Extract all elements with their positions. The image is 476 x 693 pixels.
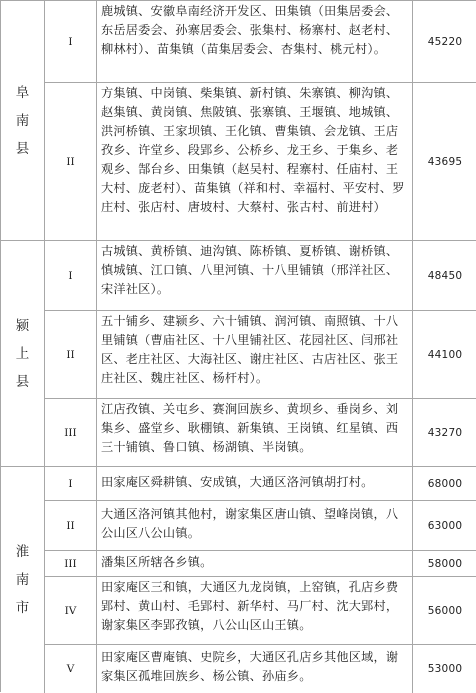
county-name-char: 上 [15,345,30,362]
area-description-cell [97,241,413,311]
area-description-cell [97,311,413,399]
area-description: 鹿城镇、安徽阜南经济开发区、田集镇（田集居委会、东岳居委会、孙寨居委会、张集村、杨寨村、赵老村、柳林村）、苗集镇（苗集居委会、杏集村、桃元村）。 [101,4,399,56]
area-description-cell [97,1,413,83]
level-label: IV [64,604,77,617]
area-description-cell [97,83,413,241]
level-label: III [64,557,77,570]
price-cell [413,241,476,311]
area-description-cell [97,577,413,645]
area-description: 田家庵区曹庵镇、史院乡，大通区孔店乡其他区域，谢家集区孤堆回族乡、杨公镇、孙庙乡。 [101,650,399,683]
price-value: 43270 [427,426,463,439]
level-label: I [68,477,73,490]
price-cell [413,399,476,467]
price-cell [413,551,476,577]
area-description-cell [97,645,413,693]
level-label: V [66,663,75,675]
price-value: 45220 [427,35,463,48]
county-name [16,312,30,396]
level-cell [45,83,97,241]
county-name-char: 阜 [15,84,30,101]
area-description: 田家庵区三和镇，大通区九龙岗镇，上窑镇，孔店乡费郢村、黄山村、毛郢村、新华村、马厂村、沈大郢村，谢家集区李郢孜镇，八公山区山王镇。 [101,580,399,632]
area-description: 方集镇、中岗镇、柴集镇、新村镇、朱寨镇、柳沟镇、赵集镇、黄岗镇、焦陂镇、张寨镇、王堰镇、地城镇、洪河桥镇、王家坝镇、王化镇、曹集镇、会龙镇、王店孜乡、许堂乡、段郢乡、公桥乡、龙王乡、于集乡、老观乡、郜台乡、田集镇（赵吴村、程寨村、任庙村、王大村、庞老村）、苗集镇（祥和村、幸福村、平安村、罗庄村、张店村、唐坡村、大蔡村、张古村、前进村） [101,86,405,214]
county-name-char: 南 [15,572,30,588]
price-value: 53000 [427,663,463,675]
county-cell-yingshang [1,241,45,467]
county-name [16,79,30,163]
level-cell [45,241,97,311]
price-cell [413,83,476,241]
price-cell [413,467,476,501]
price-value: 48450 [427,269,463,282]
level-label: III [64,426,77,439]
level-label: I [68,35,73,48]
area-description-cell [97,467,413,501]
level-cell [45,1,97,83]
price-cell [413,645,476,693]
level-cell [45,467,97,501]
price-value: 68000 [427,477,463,490]
area-description: 大通区洛河镇其他村，谢家集区唐山镇、望峰岗镇，八公山区八公山镇。 [101,507,399,540]
area-description: 潘集区所辖各乡镇。 [101,555,213,569]
level-label: II [66,155,75,168]
price-cell [413,1,476,83]
county-name-char: 市 [15,600,30,616]
price-cell [413,501,476,551]
level-cell [45,645,97,693]
county-name-char: 县 [15,373,30,390]
price-cell [413,577,476,645]
area-description-cell [97,399,413,467]
price-value: 63000 [427,519,463,532]
area-description: 五十铺乡、建颍乡、六十铺镇、润河镇、南照镇、十八里铺镇（曹庙社区、十八里铺社区、花园社区、闫邢社区、老庄社区、大海社区、谢庄社区、古店社区、张王庄社区、魏庄社区、杨杆村）。 [101,314,399,385]
level-cell [45,551,97,577]
area-description: 古城镇、黄桥镇、迪沟镇、陈桥镇、夏桥镇、谢桥镇、慎城镇、江口镇、八里河镇、十八里铺镇（邢洋社区、宋洋社区）。 [101,244,399,296]
county-name-char: 淮 [15,544,30,560]
level-cell [45,577,97,645]
price-value: 58000 [427,557,463,570]
level-label: II [66,348,75,361]
area-description: 江店孜镇、关屯乡、赛涧回族乡、黄坝乡、垂岗乡、刘集乡、盛堂乡、耿棚镇、新集镇、王岗镇、红星镇、西三十铺镇、鲁口镇、杨湖镇、半岗镇。 [101,402,399,454]
level-label: II [66,519,75,532]
area-description-cell [97,551,413,577]
price-cell [413,311,476,399]
price-value: 56000 [427,604,463,617]
county-cell-funan [1,1,45,241]
level-cell [45,501,97,551]
price-value: 43695 [427,155,463,168]
county-name-char: 南 [15,112,30,129]
county-cell-huainan [1,467,45,693]
area-description-cell [97,501,413,551]
area-description: 田家庵区舜耕镇、安成镇，大通区洛河镇胡打村。 [101,475,374,489]
price-value: 44100 [427,348,463,361]
level-cell [45,311,97,399]
county-name-char: 县 [15,140,30,157]
level-cell [45,399,97,467]
county-name [16,538,30,622]
county-name-char: 颍 [15,317,30,334]
level-label: I [68,269,73,282]
